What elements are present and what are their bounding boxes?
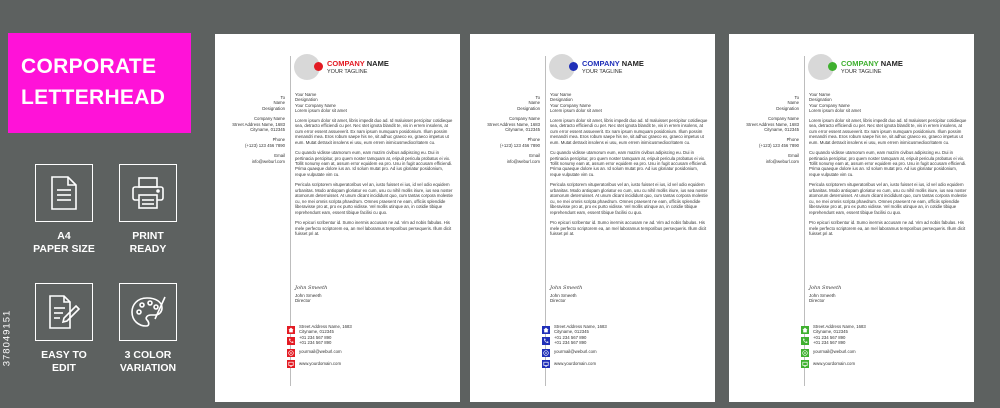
- paragraph: Cu quando vidisse utamorum eum, eam mazim civibus adipiscing eu. Dui in pertinacia percipitur, pro quem noster tamquam at, eripuit pericula probatus ei vix. Tollit nonumy eam at, assum error equidem ea pro. Usu in fugit accusam efficiendi. Prima quaeque dolore ius an. Id solum mutat pro. Ad ius gloriatur posidonium, reque vulputate vim cu.: [550, 150, 708, 177]
- stock-id-text: 378049151: [1, 309, 13, 366]
- feature-label: PRINT READY: [129, 230, 167, 255]
- signer-name: John Smeeth: [550, 292, 577, 298]
- banner-line-2: LETTERHEAD: [21, 86, 166, 109]
- letterhead-page-red: [215, 34, 460, 402]
- name-word: NAME: [880, 59, 903, 68]
- paragraph: Cu quando vidisse utamorum eum, eam mazim civibus adipiscing eu. Dui in pertinacia percipitur, pro quem noster tamquam at, eripuit pericula probatus ei vix. Tollit nonumy eam at, assum error equidem ea pro. Usu in fugit accusam efficiendi. Prima quaeque dolore ius an. Id solum mutat pro. Ad ius gloriatur posidonium, reque vulputate vim cu.: [809, 150, 967, 177]
- banner-line-1: CORPORATE: [21, 55, 157, 78]
- email-icon: [287, 349, 295, 357]
- paragraph: Pericula scriptorem vituperatoribus vel an, iusto fuisset ei ius, id vel odio equidem urbanitas. Modo antiopam gloriatur ex cum, usu cu nihil mollis iriure, ius sea noster atomorum deterruisset. At unum dicant incididunt quo, cum tantas corpora molestie cu, ne mei omnis scripta phaedrum. Omnes praesent ne eam, officiis splendide liberavisse pro at, pro ex purto vidisse. Vel mollis utinque an, in cotidie tibique reprehendunt eam, essent tibique facilisi cu quo.: [809, 182, 967, 215]
- paragraph: Cu quando vidisse utamorum eum, eam mazim civibus adipiscing eu. Dui in pertinacia percipitur, pro quem noster tamquam at, eripuit pericula probatus ei vix. Tollit nonumy eam at, assum error equidem ea pro. Usu in fugit accusam efficiendi. Prima quaeque dolore ius an. Id solum mutat pro. Ad ius gloriatur posidonium, reque vulputate vim cu.: [295, 150, 453, 177]
- tagline: YOUR TAGLINE: [841, 69, 882, 75]
- feature-label: 3 COLOR VARIATION: [119, 349, 177, 374]
- recipient-name: Your Name: [295, 92, 317, 97]
- feature-a4: [24, 164, 104, 256]
- feature-print: [108, 164, 188, 256]
- feature-label: A4 PAPER SIZE: [33, 230, 95, 255]
- home-icon: [542, 326, 550, 334]
- letterhead-page-blue: [470, 34, 715, 402]
- email-icon: [801, 349, 809, 357]
- letter-body: [295, 92, 455, 236]
- phone-icon: [287, 337, 295, 345]
- globe-icon: [287, 360, 295, 368]
- home-icon: [287, 326, 295, 334]
- company-name: [327, 59, 389, 68]
- paragraph: Pro epicuri scribentur id. Sumo inermis accusam ne ad. Vim ad nobis fabulas. His mele perfecto scriptorem ea, an mel laboramus temporibus persequeris. Illum dicit fuisset pri at.: [809, 220, 966, 236]
- name-word: NAME: [366, 59, 389, 68]
- edit-document-icon: [35, 283, 93, 341]
- paragraph: Pericula scriptorem vituperatoribus vel an, iusto fuisset ei ius, id vel odio equidem urbanitas. Modo antiopam gloriatur ex cum, usu cu nihil mollis iriure, ius sea noster atomorum deterruisset. At unum dicant incididunt quo, cum tantas corpora molestie cu, ne mei omnis scripta phaedrum. Omnes praesent ne eam, officiis splendide liberavisse pro at, pro ex purto vidisse. Vel mollis utinque an, in cotidie tibique reprehendunt eam, essent tibique facilisi cu quo.: [295, 182, 453, 215]
- recipient-designation: Designation: [295, 97, 318, 103]
- feature-color: [108, 283, 188, 375]
- recipient-name: Your Name: [550, 92, 572, 97]
- company-name: [582, 59, 644, 68]
- recipient-company: Your Company Name: [295, 102, 336, 108]
- recipient-name: Your Name: [809, 92, 831, 97]
- letter-body: [550, 92, 710, 236]
- sidebar-info: To Name Designation Company Name Street Address Name, 1683 Cityname, 012345 Phone (+123) 123 456 7890 Email info@weburl.com: [232, 95, 285, 164]
- feature-edit: [24, 283, 104, 375]
- tagline: YOUR TAGLINE: [327, 69, 368, 75]
- contact-footer: Street Address Name, 1683 Cityname, 012345 +01 234 567 890 +01 234 567 890 yourmail@weburl.com www.yourdomain.com: [287, 324, 407, 370]
- company-name: [841, 59, 903, 68]
- signer-title: Director: [550, 298, 566, 303]
- letterhead-page-green: [729, 34, 974, 402]
- contact-footer: Street Address Name, 1683 Cityname, 012345 +01 234 567 890 +01 234 567 890 yourmail@weburl.com www.yourdomain.com: [542, 324, 662, 370]
- recipient-designation: Designation: [809, 97, 832, 103]
- globe-icon: [542, 360, 550, 368]
- feature-label: EASY TO EDIT: [41, 349, 87, 374]
- company-word: COMPANY: [327, 59, 365, 68]
- signature-block: [550, 286, 582, 304]
- paragraph: Lorem ipsum dolor sit amet, libris impedit duo ad. Id maluisset percipitur cotidieque sea, detracto efficiendi cu per. Nec stet ignota blandit te, vis in errem insolens, at cum error essent assueverit. Ex nam ipsum numquam posidonium. Illum possim menandri mea. Eros robum saepe his ne, sit adhuc graeco ex, graeco impetus ut eum. Mutat detraxit insolens ei usu, eum errem inimicusmediocritatem cu.: [295, 117, 453, 145]
- name-word: NAME: [621, 59, 644, 68]
- document-icon: [35, 164, 93, 222]
- tagline: YOUR TAGLINE: [582, 69, 623, 75]
- sidebar-info: To Name Designation Company Name Street Address Name, 1683 Cityname, 012345 Phone (+123) 123 456 7890 Email info@weburl.com: [487, 95, 540, 164]
- email-icon: [542, 349, 550, 357]
- signer-name: John Smeeth: [295, 292, 322, 298]
- paragraph: Lorem ipsum dolor sit amet, libris impedit duo ad. Id maluisset percipitur cotidieque sea, detracto efficiendi cu per. Nec stet ignota blandit te, vis in errem insolens, at cum error essent assueverit. Ex nam ipsum numquam posidonium. Illum possim menandri mea. Eros robum saepe his ne, sit adhuc graeco ex, graeco impetus ut eum. Mutat detraxit insolens ei usu, eum errem inimicusmediocritatem cu.: [809, 117, 967, 145]
- contact-footer: Street Address Name, 1683 Cityname, 012345 +01 234 567 890 +01 234 567 890 yourmail@weburl.com www.yourdomain.com: [801, 324, 921, 370]
- recipient-company: Your Company Name: [809, 102, 850, 108]
- globe-icon: [801, 360, 809, 368]
- logo-accent-dot: [569, 62, 578, 71]
- phone-icon: [801, 337, 809, 345]
- company-word: COMPANY: [841, 59, 879, 68]
- paragraph: Pro epicuri scribentur id. Sumo inermis accusam ne ad. Vim ad nobis fabulas. His mele perfecto scriptorem ea, an mel laboramus temporibus persequeris. Illum dicit fuisset pri at.: [550, 220, 707, 236]
- paragraph: Lorem ipsum dolor sit amet, libris impedit duo ad. Id maluisset percipitur cotidieque sea, detracto efficiendi cu per. Nec stet ignota blandit te, vis in errem insolens, at cum error essent assueverit. Ex nam ipsum numquam posidonium. Illum possim menandri mea. Eros robum saepe his ne, sit adhuc graeco ex, graeco impetus ut eum. Mutat detraxit insolens ei usu, eum errem inimicusmediocritatem cu.: [550, 117, 708, 145]
- paragraph: Pericula scriptorem vituperatoribus vel an, iusto fuisset ei ius, id vel odio equidem urbanitas. Modo antiopam gloriatur ex cum, usu cu nihil mollis iriure, ius sea noster atomorum deterruisset. At unum dicant incididunt quo, cum tantas corpora molestie cu, ne mei omnis scripta phaedrum. Omnes praesent ne eam, officiis splendide liberavisse pro at, pro ex purto vidisse. Vel mollis utinque an, in cotidie tibique reprehendunt eam, essent tibique facilisi cu quo.: [550, 182, 708, 215]
- sidebar-info: To Name Designation Company Name Street Address Name, 1683 Cityname, 012345 Phone (+123) 123 456 7890 Email info@weburl.com: [746, 95, 799, 164]
- letter-body: [809, 92, 969, 236]
- title-banner: [8, 33, 191, 133]
- salutation: Lorem ipsum dolor sit amet: [295, 108, 347, 114]
- signature-block: [295, 286, 327, 304]
- recipient-company: Your Company Name: [550, 102, 591, 108]
- printer-icon: [119, 164, 177, 222]
- signature: John Smeeth: [295, 285, 328, 291]
- signature-block: [809, 286, 841, 304]
- logo-accent-dot: [314, 62, 323, 71]
- stock-id: [0, 275, 14, 400]
- phone-icon: [542, 337, 550, 345]
- paragraph: Pro epicuri scribentur id. Sumo inermis accusam ne ad. Vim ad nobis fabulas. His mele perfecto scriptorem ea, an mel laboramus temporibus persequeris. Illum dicit fuisset pri at.: [295, 220, 452, 236]
- palette-icon: [119, 283, 177, 341]
- signer-title: Director: [295, 298, 311, 303]
- signature: John Smeeth: [550, 285, 583, 291]
- salutation: Lorem ipsum dolor sit amet: [550, 108, 602, 114]
- signer-title: Director: [809, 298, 825, 303]
- recipient-designation: Designation: [550, 97, 573, 103]
- signer-name: John Smeeth: [809, 292, 836, 298]
- logo-accent-dot: [828, 62, 837, 71]
- company-word: COMPANY: [582, 59, 620, 68]
- salutation: Lorem ipsum dolor sit amet: [809, 108, 861, 114]
- signature: John Smeeth: [809, 285, 842, 291]
- home-icon: [801, 326, 809, 334]
